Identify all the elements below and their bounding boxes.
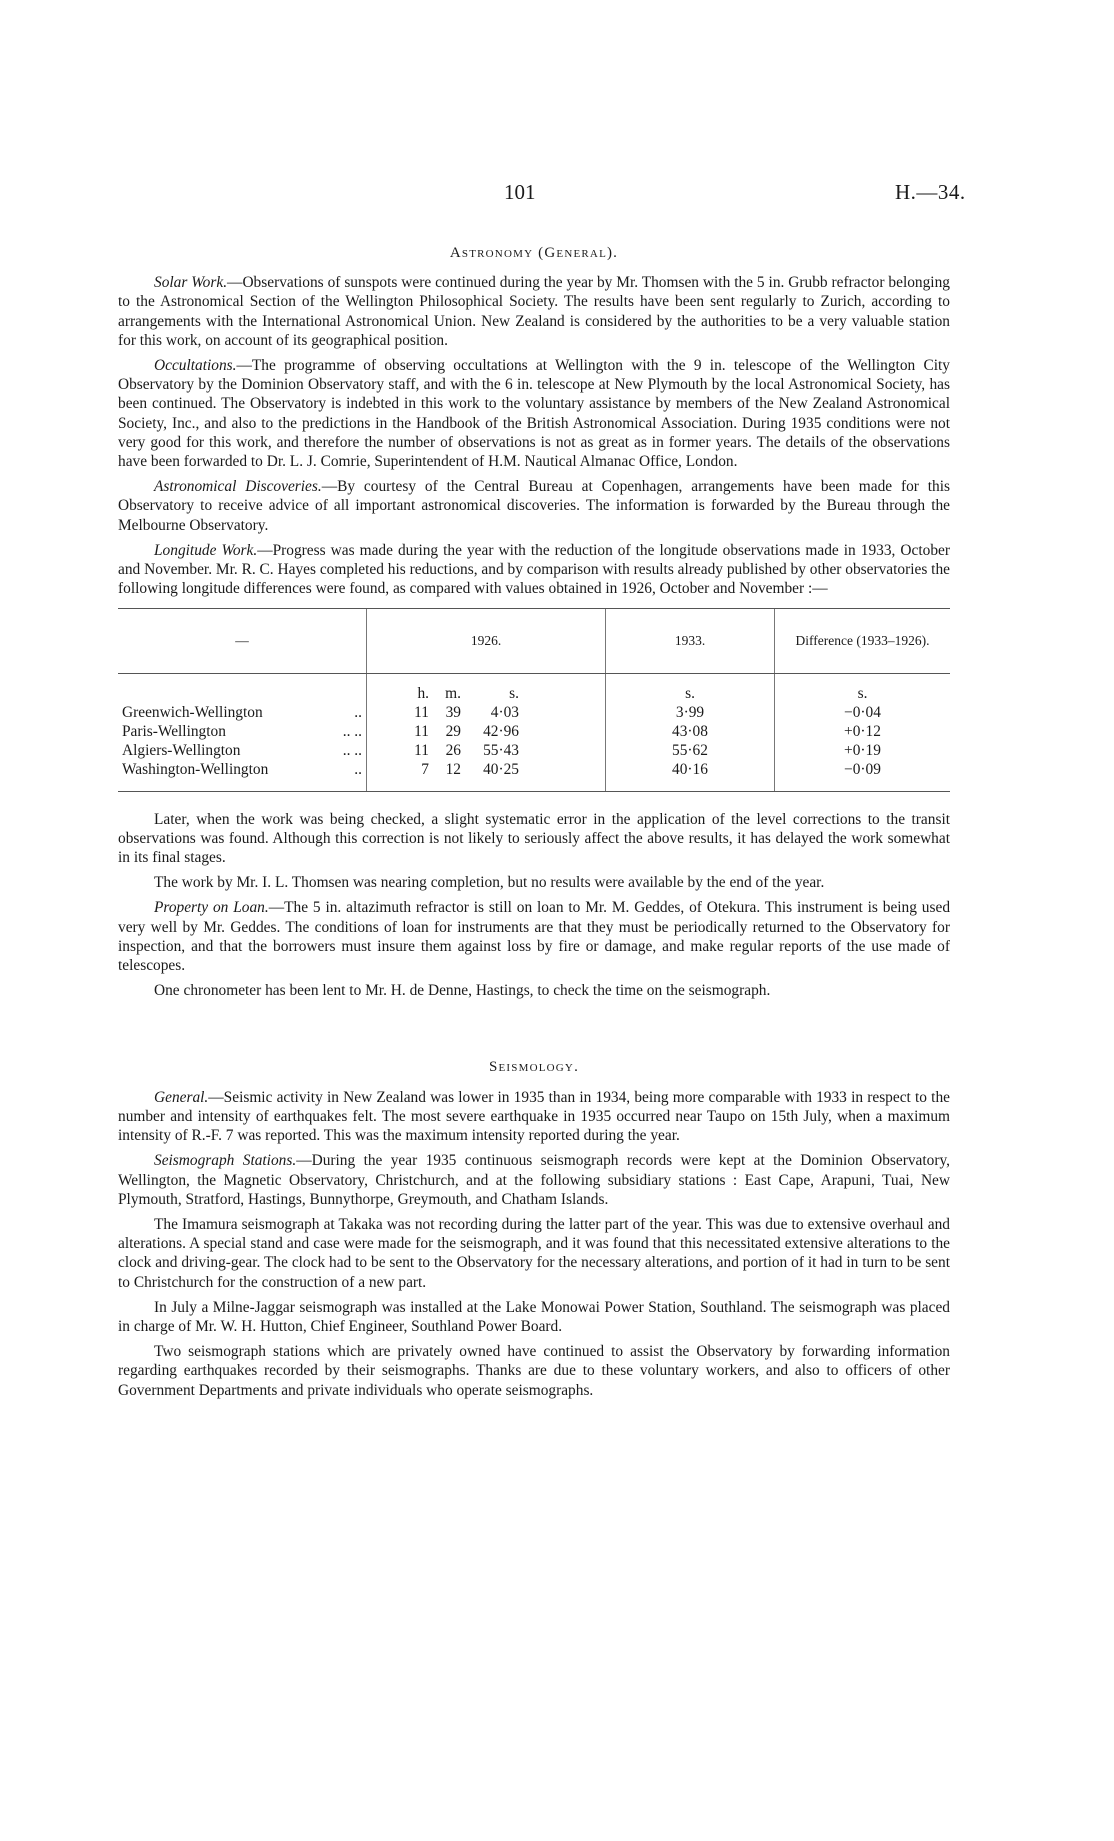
header-difference: Difference (1933–1926). (775, 609, 951, 673)
value-seconds: 40·25 (483, 760, 519, 778)
discoveries-title: Astronomical Discoveries. (154, 478, 322, 496)
property-paragraph (118, 898, 950, 975)
solar-work-paragraph (118, 273, 950, 350)
header-1933: 1933. (606, 609, 775, 673)
value-hours: 11 (414, 722, 429, 740)
solar-work-text: —Observations of sunspots were continued during the year by Mr. Thomsen with the 5 in. Grubb refractor belonging to the Astronomical Section of the Wellington Philosophical Society. The results have been sent regularly to Zurich, according to arrangements with the International Astronomical Union. New Zealand is considered by the authorities to be a very valuable station for this work, on account of its geographical position. (118, 274, 950, 349)
table-row (118, 722, 950, 741)
private-stations-paragraph: Two seismograph stations which are privately owned have continued to assist the Observatory by forwarding information regarding earthquakes recorded by their seismographs. Thanks are due to these voluntary workers, and also to officers of other Government Departments and private individuals who operate seismographs. (118, 1343, 950, 1399)
imamura-paragraph: The Imamura seismograph at Takaka was not recording during the latter part of the year. This was due to extensive overhaul and alterations. A special stand and case were made for the seismograph, and it was found that this necessitated extensive alterations to the clock and driving-gear. The clock had to be sent to the Observatory for the necessary alterations, and portion of it had in turn to be sent to Christchurch for the construction of a new part. (118, 1215, 950, 1291)
seismology-heading: Seismology. (488, 1059, 580, 1076)
value-difference: +0·19 (775, 741, 951, 760)
table-header-row (118, 609, 950, 673)
station-name: Greenwich-Wellington (122, 703, 263, 721)
value-minutes: 12 (445, 760, 461, 778)
page-content (118, 244, 950, 1406)
occultations-title: Occultations. (154, 357, 237, 375)
discoveries-text: —By courtesy of the Central Bureau at Copenhagen, arrangements have been made for this Observatory to receive advice of all important astronomical discoveries. The information is forwarded by the Bureau through the Melbourne Observatory. (118, 478, 950, 534)
longitude-table (118, 608, 950, 791)
longitude-text: —Progress was made during the year with the reduction of the longitude observations made in 1933, October and November. Mr. R. C. Hayes completed his reductions, and by comparison with results already published by other observatories the following longitude differences were found, as compared with values obtained in 1926, October and November :— (118, 541, 950, 598)
station-name: Paris-Wellington (122, 722, 226, 740)
general-title: General. (154, 1088, 209, 1106)
value-minutes: 29 (445, 722, 461, 740)
later-paragraph: Later, when the work was being checked, a slight systematic error in the application of the level corrections to the transit observations was found. Although this correction is not likely to seriously affect the above results, it has delayed the work somewhat in its final stages. (118, 810, 950, 867)
leader-dots: .. .. (342, 722, 362, 740)
value-seconds: 4·03 (490, 703, 519, 721)
value-1933: 3·99 (606, 703, 775, 722)
solar-work-title: Solar Work. (154, 274, 228, 292)
table-row (118, 760, 950, 792)
value-difference: −0·04 (775, 703, 951, 722)
occultations-paragraph (118, 356, 950, 471)
general-paragraph (118, 1088, 950, 1146)
value-hours: 11 (414, 703, 429, 721)
table-row (118, 741, 950, 760)
value-difference: +0·12 (775, 722, 951, 741)
stations-text: —During the year 1935 continuous seismograph records were kept at the Dominion Observatory, Wellington, the Magnetic Observatory, Christchurch, and at the following subsidiary stations : East Cape, Arapuni, Tuai, New Plymouth, Stratford, Hastings, Bunnythorpe, Greymouth, and Chatham Islands. (118, 1152, 951, 1208)
value-hours: 7 (421, 760, 429, 778)
discoveries-paragraph (118, 477, 950, 535)
stations-title: Seismograph Stations. (154, 1152, 297, 1170)
page-number: 101 (504, 180, 536, 204)
longitude-title: Longitude Work. (154, 541, 258, 559)
chronometer-paragraph: One chronometer has been lent to Mr. H. de Denne, Hastings, to check the time on the seismograph. (154, 982, 771, 1000)
property-title: Property on Loan. (154, 899, 269, 917)
document-reference: H.—34. (895, 180, 966, 204)
station-name: Washington-Wellington (118, 760, 320, 792)
leader-dots: .. (320, 760, 367, 792)
unit-minutes: m. (445, 684, 461, 702)
header-1926: 1926. (367, 609, 606, 673)
header-station: — (118, 609, 367, 673)
value-hours: 11 (414, 741, 429, 759)
unit-hours: h. (417, 684, 429, 702)
value-1933: 40·16 (606, 760, 775, 792)
value-seconds: 42·96 (483, 722, 519, 740)
unit-seconds-diff: s. (775, 673, 951, 703)
stations-paragraph (118, 1151, 950, 1209)
thomsen-paragraph: The work by Mr. I. L. Thomsen was nearing completion, but no results were available by the end of the year. (154, 874, 825, 892)
milne-jaggar-paragraph: In July a Milne-Jaggar seismograph was installed at the Lake Monowai Power Station, Southland. The seismograph was placed in charge of Mr. W. H. Hutton, Chief Engineer, Southland Power Board. (118, 1298, 950, 1335)
leader-dots: .. (354, 703, 362, 721)
value-minutes: 39 (445, 703, 461, 721)
astronomy-heading: Astronomy (General). (449, 245, 619, 261)
value-difference: −0·09 (775, 760, 951, 792)
table-row (118, 703, 950, 722)
value-minutes: 26 (445, 741, 461, 759)
longitude-table-wrapper (118, 608, 950, 791)
longitude-paragraph (118, 541, 950, 599)
page-header (0, 180, 1114, 210)
value-1933: 43·08 (606, 722, 775, 741)
general-text: —Seismic activity in New Zealand was lower in 1935 than in 1934, being more comparable with 1933 in respect to the number and intensity of earthquakes felt. The most severe earthquake in 1935 occurred near Taupo on 15th July, when a maximum intensity of R.-F. 7 was reported. This was the maximum intensity reported during the year. (118, 1088, 950, 1145)
station-name: Algiers-Wellington (122, 741, 241, 759)
units-row (118, 673, 950, 703)
value-1933: 55·62 (606, 741, 775, 760)
occultations-text: —The programme of observing occultations at Wellington with the 9 in. telescope of the Wellington City Observatory by the Dominion Observatory staff, and with the 6 in. telescope at New Plymouth by the local Astronomical Society, has been continued. The Observatory is indebted in this work to the voluntary assistance by members of the New Zealand Astronomical Society, Inc., and also to the predictions in the Handbook of the British Astronomical Association. During 1935 conditions were not very good for this work, and therefore the number of observations is not as great as in former years. The details of the observations have been forwarded to Dr. L. J. Comrie, Superintendent of H.M. Nautical Almanac Office, London. (118, 357, 950, 471)
unit-seconds-1933: s. (606, 673, 775, 703)
leader-dots: .. .. (342, 741, 362, 759)
value-seconds: 55·43 (483, 741, 519, 759)
property-text: —The 5 in. altazimuth refractor is still on loan to Mr. M. Geddes, of Otekura. This instrument is being used very well by Mr. Geddes. The conditions of loan for instruments are that they must be periodically returned to the Observatory for inspection, and that the borrowers must insure them against loss by fire or damage, and make regular reports of the use made of telescopes. (118, 899, 951, 975)
unit-seconds: s. (509, 684, 519, 702)
